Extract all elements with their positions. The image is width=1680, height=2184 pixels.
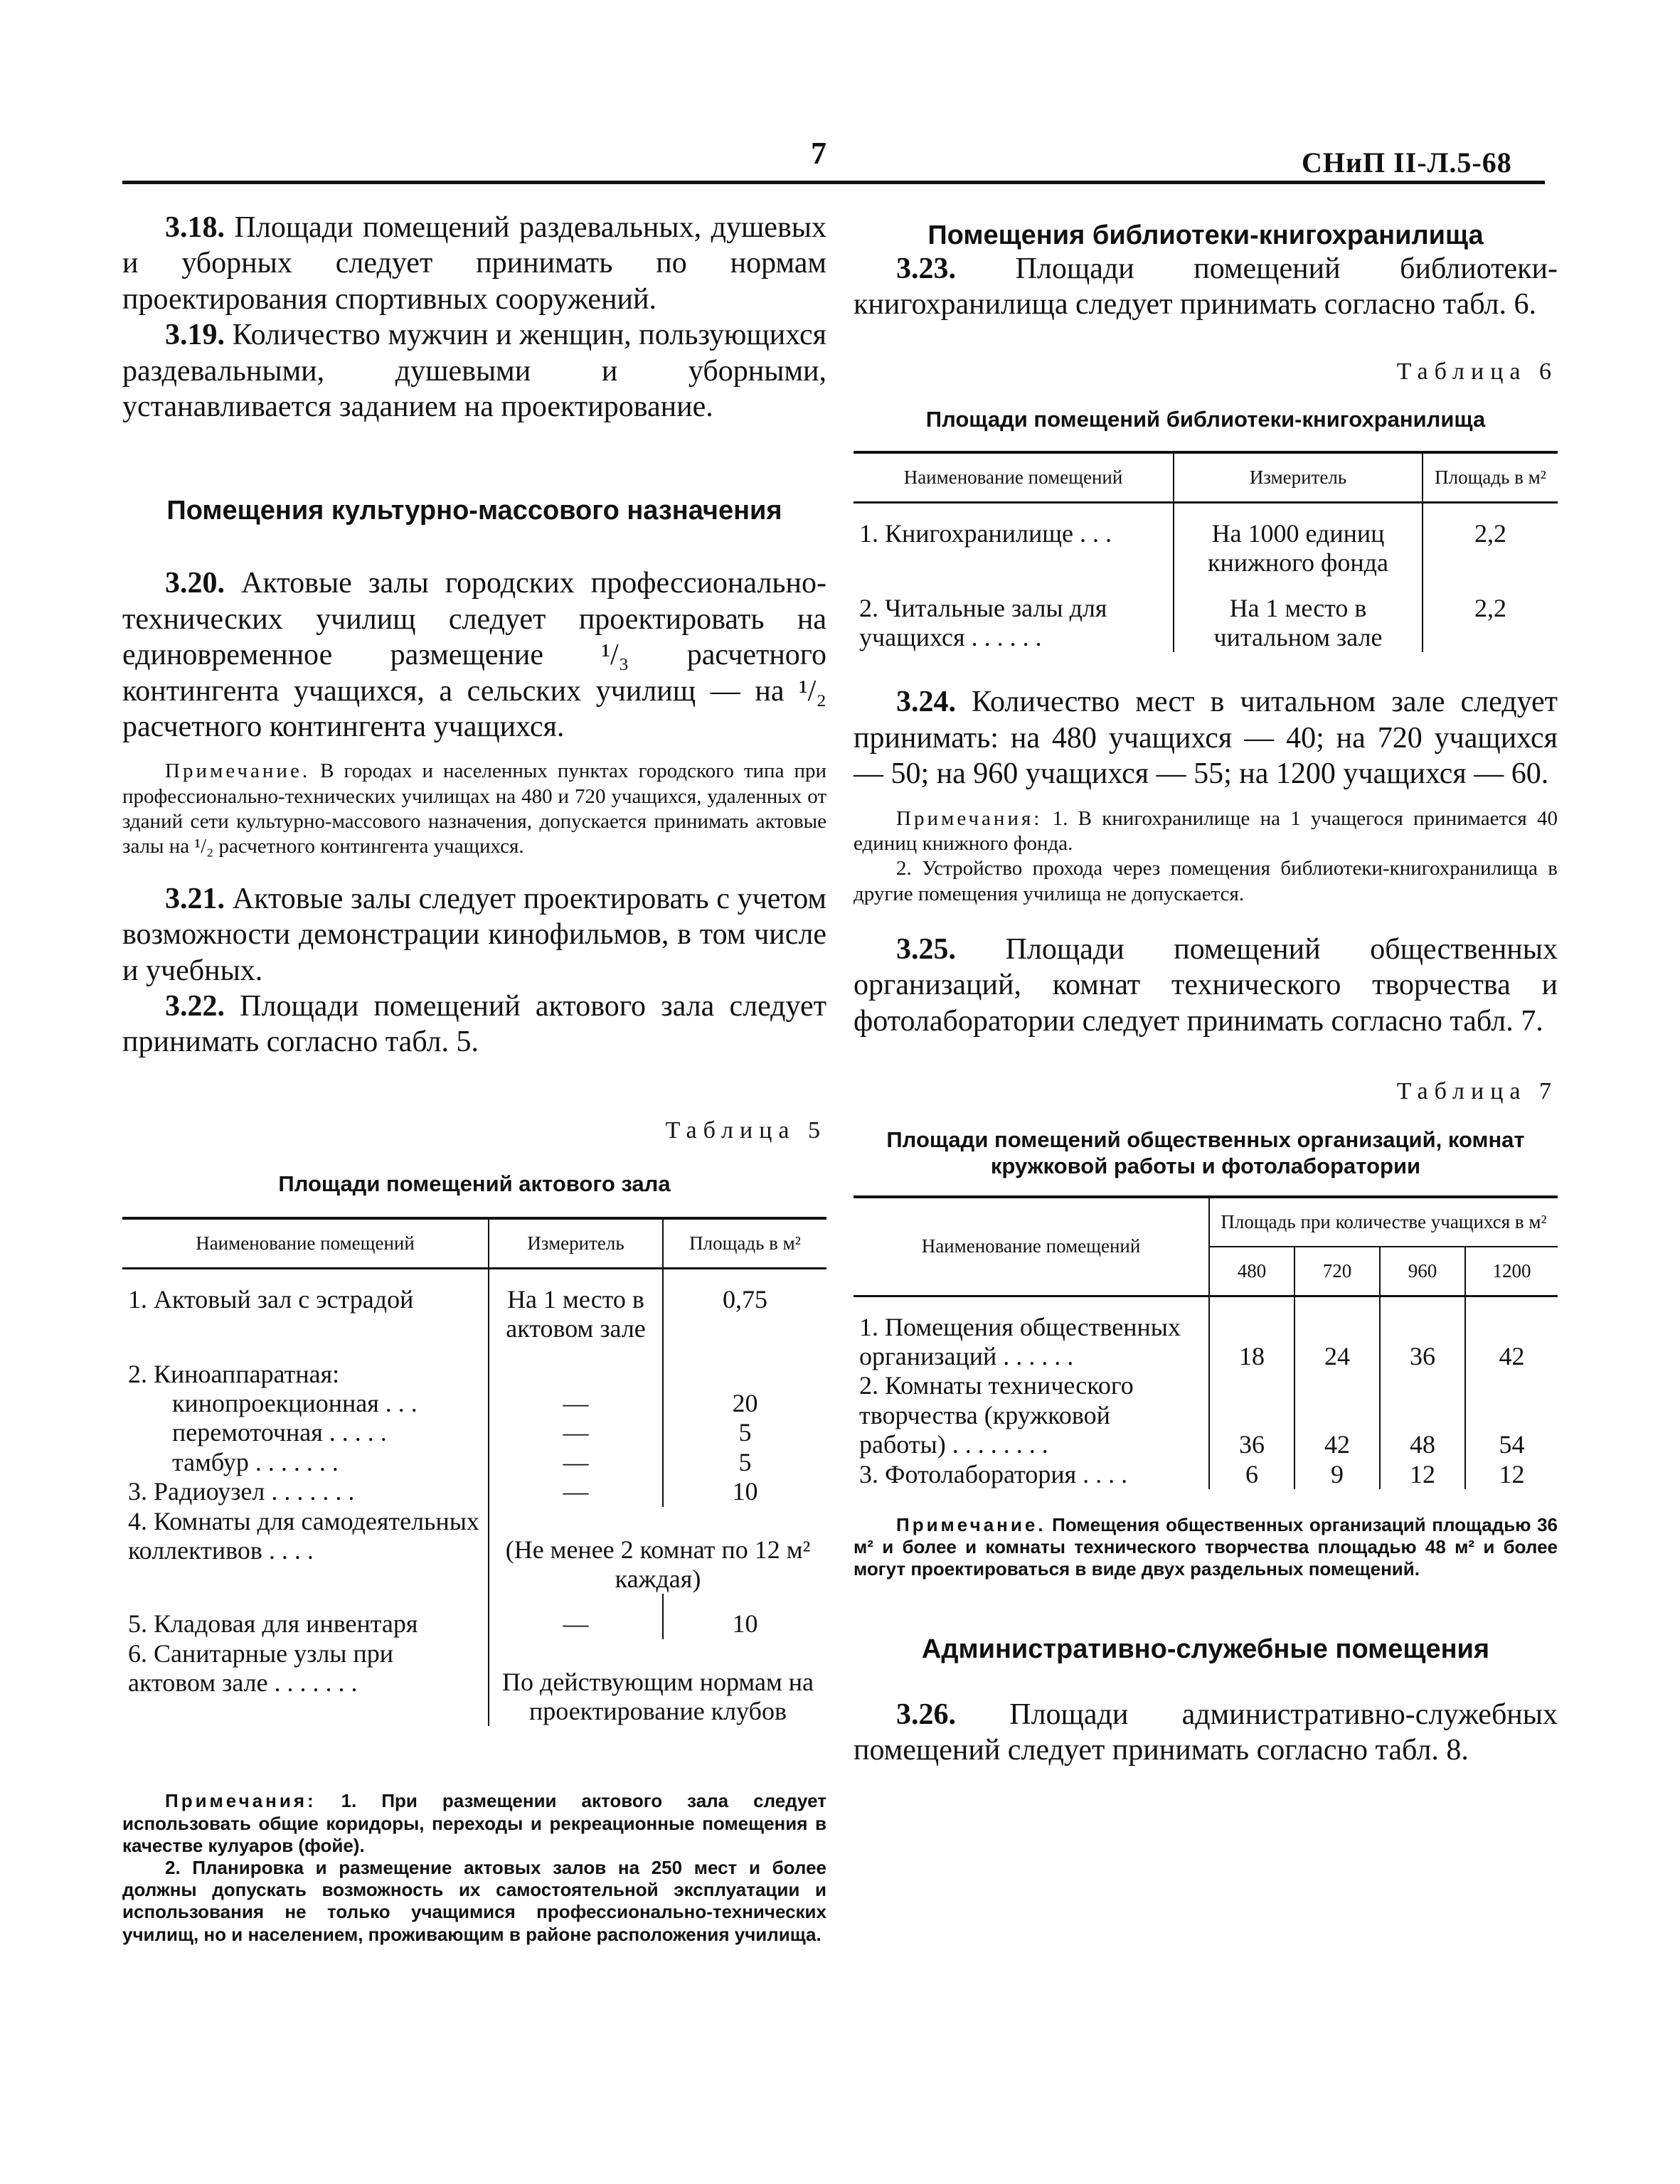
- paragraph-3-24: [854, 684, 1558, 792]
- table-5-row-2b-name: перемоточная . . . . .: [172, 1418, 387, 1447]
- paragraph-3-22: [122, 989, 826, 1060]
- table-6-header-name: Наименование помещений: [854, 452, 1174, 503]
- table-row: [122, 1360, 826, 1389]
- table-5-row-2a-unit: —: [489, 1389, 663, 1418]
- paragraph-text: Площади помещений общественных организаций, комнат технического творчества и фотолаборатории следует принимать согласно табл. 7.: [854, 933, 1558, 1038]
- table-7-row-3-720: 9: [1294, 1460, 1380, 1489]
- table-7-header-name: Наименование помещений: [854, 1197, 1209, 1296]
- table-row: [854, 594, 1558, 653]
- table-6-note-1: [854, 806, 1558, 857]
- table-6-row-2-unit: На 1 место в читальном зале: [1174, 594, 1423, 653]
- table-5-row-1-area: 0,75: [663, 1285, 826, 1344]
- paragraph-text: Площади помещений актового зала следует принимать согласно табл. 5.: [122, 989, 826, 1059]
- table-row: [122, 1639, 826, 1727]
- left-column: [122, 210, 826, 1946]
- section-heading-culture: Помещения культурно-массового назначения: [166, 496, 782, 526]
- paragraph-text: Актовые залы городских профессионально-технических училищ следует проектировать на единовременное размещение ¹/₃ расчетного контингента учащихся, а сельских училищ — на ¹/₂ расчетного контингента учащихся.: [122, 567, 826, 743]
- table-5-header-area: Площадь в м²: [663, 1218, 826, 1269]
- table-7-row-1-480: 18: [1209, 1313, 1294, 1372]
- paragraph-number: 3.25.: [896, 933, 956, 966]
- section-heading-library: Помещения библиотеки-книгохранилища: [927, 220, 1484, 250]
- table-row: [122, 1418, 826, 1447]
- table-5-row-6-unit: По действующим нормам на проектирование клубов: [489, 1639, 826, 1727]
- paragraph-text: Площади помещений библиотеки-книгохранилища следует принимать согласно табл. 6.: [854, 252, 1558, 321]
- note-lead: Примечания:: [165, 1790, 317, 1812]
- table-row: [854, 519, 1558, 578]
- table-row: [122, 1285, 826, 1344]
- table-7-row-2-name: 2. Комнаты технического творчества (кружковой работы) . . . . . . . .: [859, 1371, 1134, 1459]
- table-5-row-5-area: 10: [663, 1609, 826, 1639]
- table-7-label: Таблица 7: [1396, 1078, 1558, 1105]
- table-5-label: Таблица 5: [665, 1117, 826, 1144]
- table-6-row-1-name: 1. Книгохранилище . . .: [859, 518, 1112, 548]
- paragraph-number: 3.20.: [165, 567, 225, 600]
- table-6-row-1-unit: На 1000 единиц книжного фонда: [1174, 519, 1423, 578]
- table-6-row-2-area: 2,2: [1423, 594, 1558, 653]
- table-5-notes: [122, 1790, 826, 1945]
- table-6-row-2-name: 2. Читальные залы для учащихся . . . . . .: [859, 593, 1107, 651]
- document-code: СНиП II-Л.5-68: [1302, 147, 1512, 179]
- table-5-row-5-name: 5. Кладовая для инвентаря: [128, 1609, 418, 1639]
- table-7-row-3-1200: 12: [1465, 1460, 1558, 1489]
- table-7-row-3-960: 12: [1380, 1460, 1465, 1489]
- paragraph-3-23: [854, 251, 1558, 323]
- paragraph-number: 3.23.: [896, 252, 956, 285]
- table-7-row-3-480: 6: [1209, 1460, 1294, 1489]
- table-7-row-2-1200: 54: [1465, 1371, 1558, 1459]
- table-5-row-2b-area: 5: [663, 1418, 826, 1447]
- table-row: [854, 1313, 1558, 1372]
- paragraph-text: Площади помещений раздевальных, душевых и уборных следует принимать по нормам проектирования спортивных сооружений.: [122, 211, 826, 316]
- table-7-row-1-1200: 42: [1465, 1313, 1558, 1372]
- table-5-header-unit: Измеритель: [489, 1218, 663, 1269]
- table-5-row-1-name: 1. Актовый зал с эстрадой: [128, 1284, 414, 1314]
- table-5-row-3-area: 10: [663, 1477, 826, 1506]
- table-row: [854, 1371, 1558, 1459]
- table-7-row-1-960: 36: [1380, 1313, 1465, 1372]
- table-6-note-2: 2. Устройство прохода через помещения библиотеки-книгохранилища в другие помещения училища не допускается.: [854, 857, 1558, 905]
- paragraph-text: Количество мужчин и женщин, пользующихся раздевальными, душевыми и уборными, устанавливается заданием на проектирование.: [122, 319, 827, 423]
- table-5-note-1: [122, 1790, 826, 1857]
- paragraph-number: 3.26.: [896, 1698, 956, 1731]
- paragraph-text: Актовые залы следует проектировать с учетом возможности демонстрации кинофильмов, в том числе и учебных.: [122, 882, 826, 987]
- header-rule: [122, 181, 1545, 184]
- table-5-row-2c-unit: —: [489, 1448, 663, 1477]
- paragraph-number: 3.19.: [165, 319, 225, 352]
- table-5-row-2-name: 2. Киноаппаратная:: [128, 1359, 340, 1388]
- table-6-header-area: Площадь в м²: [1423, 452, 1558, 503]
- table-row: [122, 1507, 826, 1594]
- note-lead: Примечание.: [896, 1514, 1046, 1536]
- table-5-row-2b-unit: —: [489, 1418, 663, 1447]
- table-5-row-2a-name: кинопроекционная . . .: [172, 1388, 418, 1417]
- table-6-row-1-area: 2,2: [1423, 519, 1558, 578]
- table-6-label: Таблица 6: [1396, 358, 1558, 385]
- paragraph-3-26: [854, 1697, 1558, 1769]
- table-7-header-1200: 1200: [1465, 1247, 1558, 1296]
- table-7-row-2-960: 48: [1380, 1371, 1465, 1459]
- table-5-row-2c-area: 5: [663, 1448, 826, 1477]
- table-5-row-4-name: 4. Комнаты для самодеятельных коллективов . . . .: [128, 1506, 479, 1565]
- paragraph-number: 3.22.: [165, 989, 225, 1023]
- paragraph-3-19: [122, 317, 826, 425]
- table-5-row-5-unit: —: [489, 1609, 663, 1639]
- table-7-row-2-720: 42: [1294, 1371, 1380, 1459]
- paragraph-3-25: [854, 932, 1558, 1039]
- table-row: [854, 1460, 1558, 1489]
- table-7-title: Площади помещений общественных организаций, комнат кружковой работы и фотолаборатории: [886, 1127, 1525, 1179]
- table-7-header-960: 960: [1380, 1247, 1465, 1296]
- table-5-title: Площади помещений актового зала: [278, 1171, 671, 1196]
- note-text: 1. При размещении актового зала следует использовать общие коридоры, переходы и рекреационные помещения в качестве кулуаров (фойе).: [122, 1790, 826, 1856]
- table-7: [854, 1195, 1558, 1489]
- page-number: 7: [811, 136, 826, 171]
- paragraph-number: 3.24.: [896, 686, 956, 719]
- paragraph-3-18: [122, 210, 826, 317]
- table-5-header-name: Наименование помещений: [122, 1218, 489, 1269]
- table-5-row-1-unit: На 1 место в актовом зале: [489, 1285, 663, 1344]
- paragraph-text: Площади административно-служебных помещений следует принимать согласно табл. 8.: [854, 1698, 1558, 1767]
- table-7-row-1-720: 24: [1294, 1313, 1380, 1372]
- table-7-note: [854, 1514, 1558, 1581]
- table-row: [122, 1609, 826, 1639]
- table-7-row-3-name: 3. Фотолаборатория . . . .: [859, 1459, 1128, 1488]
- note-text: В городах и населенных пунктах городского типа при профессионально-технических училищах на 480 и 720 учащихся, удаленных от зданий сети культурно-массового назначения, допускается принимать актовые залы на ¹/₂ расчетного контингента учащихся.: [122, 760, 827, 858]
- right-column: [854, 210, 1558, 1768]
- paragraph-3-21: [122, 881, 826, 989]
- section-heading-admin: Административно-служебные помещения: [921, 1634, 1490, 1664]
- table-6-title: Площади помещений библиотеки-книгохранилища: [925, 406, 1486, 432]
- table-5-row-3-name: 3. Радиоузел . . . . . . .: [128, 1477, 355, 1506]
- table-5-row-2c-name: тамбур . . . . . . .: [172, 1447, 339, 1476]
- table-5-row-3-unit: —: [489, 1477, 663, 1506]
- table-6-header-unit: Измеритель: [1174, 452, 1423, 503]
- paragraph-text: Количество мест в читальном зале следует принимать: на 480 учащихся — 40; на 720 учащихся — 50; на 960 учащихся — 55; на 1200 учащихся — 60.: [854, 686, 1558, 791]
- note-text: Помещения общественных организаций площадью 36 м² и более и комнаты технического творчества площадью 48 м² и более могут проектироваться в виде двух раздельных помещений.: [854, 1514, 1558, 1580]
- table-5: [122, 1217, 826, 1727]
- table-7-header-480: 480: [1209, 1247, 1294, 1296]
- table-5-row-4-unit: (Не менее 2 комнат по 12 м² каждая): [489, 1507, 826, 1594]
- paragraph-number: 3.21.: [165, 882, 225, 915]
- note-3-20: [122, 759, 826, 860]
- table-row: [122, 1448, 826, 1477]
- table-row: [122, 1477, 826, 1506]
- table-5-row-2a-area: 20: [663, 1389, 826, 1418]
- note-lead: Примечание.: [165, 760, 311, 783]
- note-lead: Примечания:: [896, 806, 1043, 830]
- table-7-header-720: 720: [1294, 1247, 1380, 1296]
- paragraph-3-20: [122, 565, 826, 745]
- paragraph-number: 3.18.: [165, 211, 225, 244]
- table-7-header-group: Площадь при количестве учащихся в м²: [1209, 1197, 1558, 1247]
- table-7-row-2-480: 36: [1209, 1371, 1294, 1459]
- note-text: 1. В книгохранилище на 1 учащегося принимается 40 единиц книжного фонда.: [854, 806, 1558, 855]
- table-7-row-1-name: 1. Помещения общественных организаций . . . . . .: [859, 1312, 1181, 1371]
- table-6: [854, 451, 1558, 653]
- table-6-notes: [854, 806, 1558, 907]
- table-5-row-6-name: 6. Санитарные узлы при актовом зале . . . . . . .: [128, 1639, 394, 1698]
- table-row: [122, 1389, 826, 1418]
- table-5-note-2: 2. Планировка и размещение актовых залов на 250 мест и более должны допускать возможность их самостоятельной эксплуатации и использования не только учащимися профессионально-технических училищ, но и населением, проживающим в районе расположения училища.: [122, 1857, 826, 1945]
